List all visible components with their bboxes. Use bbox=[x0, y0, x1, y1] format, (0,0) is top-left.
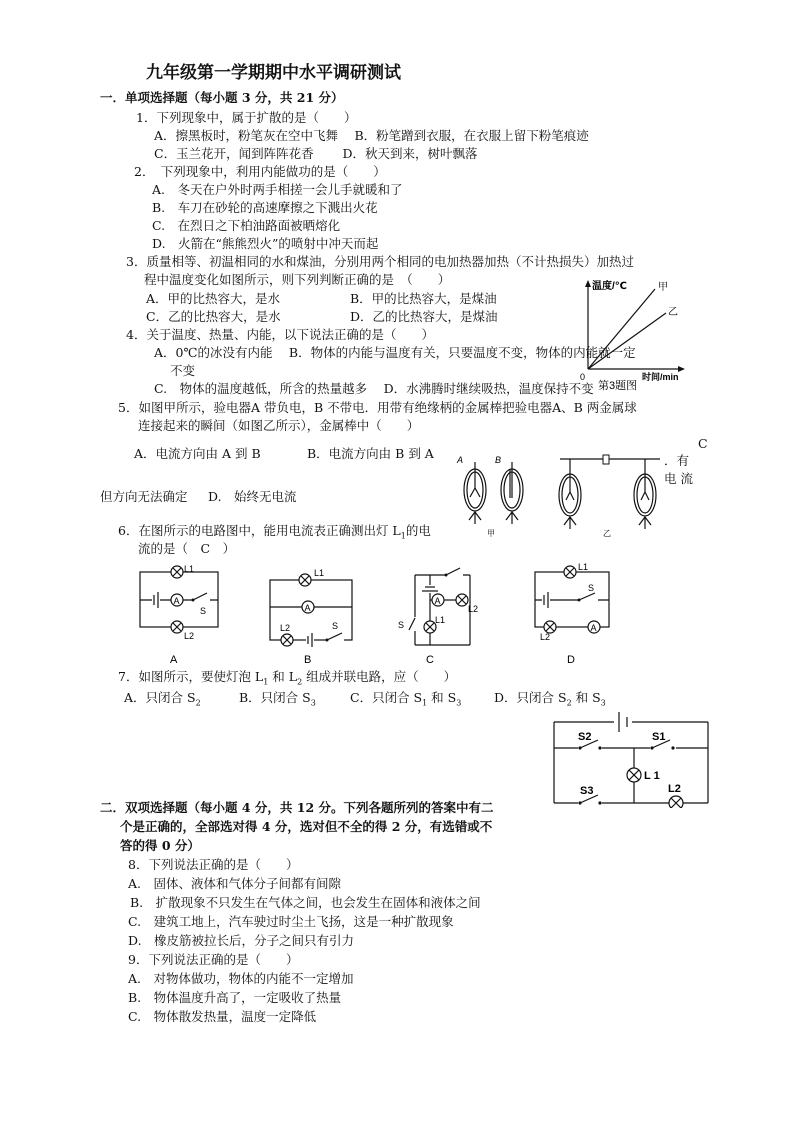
q9-option-c: C. 物体散发热量，温度一定降低 bbox=[128, 1009, 317, 1024]
q9-stem: 9．下列说法正确的是（ ） bbox=[128, 952, 299, 967]
graph-ylabel: 温度/℃ bbox=[592, 281, 627, 292]
q5-option-a: A．电流方向由 A 到 B bbox=[134, 446, 261, 461]
q5-stem-line2: 连接起来的瞬间（如图乙所示），金属棒中（ ） bbox=[138, 418, 420, 433]
q5-electroscope-figure bbox=[455, 450, 670, 540]
svg-text:D: D bbox=[567, 654, 575, 666]
q6-stem-line2: 流的是（ C ） bbox=[138, 541, 236, 556]
graph-y-arrow bbox=[585, 280, 591, 287]
q1-stem: 1．下列现象中，属于扩散的是（ ） bbox=[136, 110, 357, 125]
svg-text:B: B bbox=[304, 654, 312, 666]
svg-text:S: S bbox=[588, 583, 595, 593]
q4-option-b-cont: 不变 bbox=[170, 363, 196, 378]
circuit-c bbox=[398, 568, 478, 666]
circuit-d bbox=[535, 562, 609, 666]
circuit-b bbox=[270, 568, 352, 666]
q6-circuit-options bbox=[130, 560, 620, 670]
q3-option-d: D．乙的比热容大，是煤油 bbox=[350, 309, 498, 324]
svg-text:L 1: L 1 bbox=[644, 770, 660, 782]
q2-option-a: A. 冬天在户外时两手相搓一会儿手就暖和了 bbox=[152, 182, 403, 197]
q7-stem: 7．如图所示，要使灯泡 $L_1$ 和 $L_2$ 组成并联电路，应（ ） bbox=[118, 669, 457, 687]
q4-options-ab: A．0℃的冰没有内能 B．物体的内能与温度有关，只要温度不变，物体的内能就一定 bbox=[154, 345, 636, 360]
electroscope-jia-a bbox=[464, 462, 486, 524]
svg-text:L2: L2 bbox=[668, 783, 681, 795]
svg-text:L1: L1 bbox=[314, 568, 325, 578]
svg-text:S: S bbox=[332, 621, 339, 631]
svg-text:L2: L2 bbox=[468, 604, 479, 614]
svg-text:S2: S2 bbox=[578, 731, 592, 743]
svg-text:L2: L2 bbox=[540, 632, 551, 642]
q1-options-cd: C．玉兰花开，闻到阵阵花香 D．秋天到来，树叶飘落 bbox=[154, 146, 478, 161]
q7-circuit bbox=[548, 708, 714, 808]
q7-option-b: B．只闭合 $S_3$ bbox=[239, 690, 316, 708]
q3-stem-line1: 3．质量相等、初温相同的水和煤油，分别用两个相同的电加热器加热（不计热损失）加热过 bbox=[126, 254, 634, 269]
q3-stem-line2: 程中温度变化如图所示，则下列判断正确的是 （ ） bbox=[144, 272, 451, 287]
svg-text:L1: L1 bbox=[184, 564, 195, 574]
svg-text:C: C bbox=[426, 654, 434, 666]
q8-option-d: D. 橡皮筋被拉长后，分子之间只有引力 bbox=[128, 933, 355, 948]
graph-label-yi: 乙 bbox=[668, 307, 678, 318]
svg-text:L1: L1 bbox=[578, 562, 589, 572]
q8-option-c: C. 建筑工地上，汽车驶过时尘土飞扬，这是一种扩散现象 bbox=[128, 914, 454, 929]
fig-label-jia: 甲 bbox=[487, 529, 495, 538]
q2-option-b: B. 车刀在砂轮的高速摩擦之下溅出火花 bbox=[152, 200, 378, 215]
graph-xlabel: 时间/min bbox=[642, 372, 679, 382]
graph-label-jia: 甲 bbox=[658, 282, 668, 293]
section1-heading: 一．单项选择题（每小题 3 分，共 21 分） bbox=[100, 90, 344, 105]
svg-text:S3: S3 bbox=[580, 785, 594, 797]
graph-fig-label: 第3题图 bbox=[598, 380, 638, 392]
q4-stem: 4．关于温度、热量、内能，以下说法正确的是（ ） bbox=[126, 327, 434, 342]
label-a-jia: A bbox=[457, 455, 464, 465]
q3-option-b: B．甲的比热容大，是煤油 bbox=[350, 291, 497, 306]
q3-option-c: C．乙的比热容大，是水 bbox=[146, 309, 281, 324]
q7-option-a: A．只闭合 $S_2$ bbox=[124, 690, 201, 708]
svg-text:S: S bbox=[398, 620, 405, 630]
insulating-handle bbox=[603, 455, 609, 464]
q5-option-d: D. 始终无电流 bbox=[208, 489, 297, 504]
svg-text:L2: L2 bbox=[280, 623, 291, 633]
q2-stem: 2． 下列现象中，利用内能做功的是（ ） bbox=[134, 164, 386, 179]
q4-options-cd: C. 物体的温度越低，所含的热量越多 D．水沸腾时继续吸热，温度保持不变 bbox=[154, 381, 594, 396]
q5-option-c-text2: 电 流 bbox=[664, 471, 693, 486]
q7-option-d: D．只闭合 $S_2$ 和 $S_3$ bbox=[494, 690, 606, 708]
q9-option-b: B. 物体温度升高了，一定吸收了热量 bbox=[128, 990, 342, 1005]
q1-options-ab: A．擦黑板时，粉笔灰在空中飞舞 B．粉笔蹭到衣服，在衣服上留下粉笔痕迹 bbox=[154, 128, 589, 143]
page-title: 九年级第一学期期中水平调研测试 bbox=[146, 63, 401, 83]
graph-origin: 0 bbox=[580, 372, 586, 382]
section2-heading-line2: 个是正确的，全部选对得 4 分，选对但不全的得 2 分，有选错或不 bbox=[120, 819, 493, 834]
fig-label-yi: 乙 bbox=[603, 529, 611, 538]
svg-text:A: A bbox=[173, 596, 180, 606]
svg-text:A: A bbox=[304, 603, 311, 613]
svg-text:S1: S1 bbox=[652, 731, 666, 743]
circuit-a bbox=[140, 564, 218, 666]
svg-text:A: A bbox=[170, 654, 178, 666]
electroscope-yi-b bbox=[634, 459, 656, 529]
q5-option-b: B．电流方向由 B 到 A bbox=[307, 446, 434, 461]
label-b-jia: B bbox=[495, 455, 502, 465]
section2-heading-line1: 二．双项选择题（每小题 4 分，共 12 分。下列各题所列的答案中有二 bbox=[100, 800, 494, 815]
q7-option-c: C．只闭合 $S_1$ 和 $S_3$ bbox=[350, 690, 462, 708]
section2-heading-line3: 答的得 0 分） bbox=[120, 838, 200, 853]
q8-stem: 8．下列说法正确的是（ ） bbox=[128, 857, 299, 872]
q2-option-c: C. 在烈日之下柏油路面被晒熔化 bbox=[152, 218, 341, 233]
svg-text:L1: L1 bbox=[435, 615, 446, 625]
svg-text:S: S bbox=[200, 606, 207, 616]
q5-option-c-text1: ．有 bbox=[664, 453, 690, 468]
electroscope-jia-b bbox=[501, 462, 523, 524]
q8-option-b: B. 扩散现象不只发生在气体之间，也会发生在固体和液体之间 bbox=[130, 895, 481, 910]
graph-x-arrow bbox=[678, 366, 685, 372]
q5-option-c-letter: C bbox=[698, 436, 708, 451]
q3-option-a: A．甲的比热容大，是水 bbox=[146, 291, 281, 306]
q5-option-c-tail: 但方向无法确定 bbox=[100, 489, 188, 504]
q8-option-a: A. 固体、液体和气体分子间都有间隙 bbox=[128, 876, 342, 891]
q9-option-a: A. 对物体做功，物体的内能不一定增加 bbox=[128, 971, 354, 986]
electroscope-yi-a bbox=[559, 459, 581, 529]
q6-stem-line1: 6．在图所示的电路图中，能用电流表正确测出灯 $L_1$的电 bbox=[118, 523, 431, 541]
svg-text:L2: L2 bbox=[184, 631, 195, 641]
svg-text:A: A bbox=[590, 623, 597, 633]
q5-stem-line1: 5．如图甲所示，验电器A 带负电，B 不带电．用带有绝缘柄的金属棒把验电器A、B 两金属球 bbox=[118, 400, 637, 415]
svg-text:A: A bbox=[434, 596, 441, 606]
q2-option-d: D. 火箭在“熊熊烈火”的喷射中冲天而起 bbox=[152, 236, 379, 251]
q3-temperature-graph bbox=[570, 277, 690, 392]
